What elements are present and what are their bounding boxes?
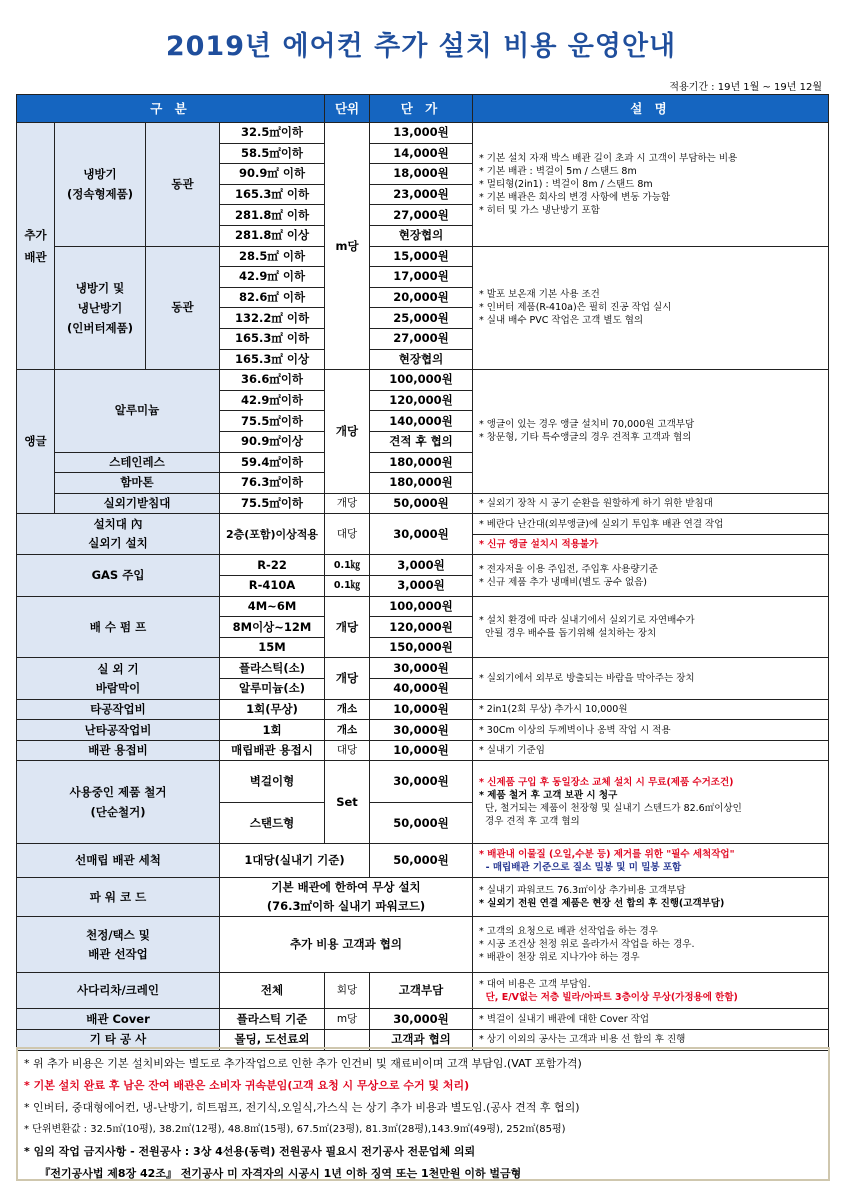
spec-cell: 58.5㎡이하 bbox=[220, 143, 325, 164]
note-cell: * 벽걸이 실내기 배관에 대한 Cover 작업 bbox=[473, 1009, 829, 1030]
wind-name: 실 외 기 바람막이 bbox=[17, 658, 220, 699]
spec-cell: 1대당(실내기 기준) bbox=[220, 844, 370, 878]
spec-cell: 플라스틱 기준 bbox=[220, 1009, 325, 1030]
spec-cell: R-22 bbox=[220, 555, 325, 576]
spec-cell: 스탠드형 bbox=[220, 803, 325, 844]
footer-note: 『전기공사법 제8장 42조』 전기공사 미 자격자의 시공시 1년 이하 징역 또는 1천만원 이하 벌금형 bbox=[24, 1167, 522, 1180]
unit-cell: 개당 bbox=[325, 658, 370, 699]
spec-cell: 1회 bbox=[220, 720, 325, 741]
table-row bbox=[17, 493, 829, 514]
spec-cell: 165.3㎡ 이하 bbox=[220, 184, 325, 205]
spec-cell: 36.6㎡이하 bbox=[220, 370, 325, 391]
price-cell: 140,000원 bbox=[370, 411, 473, 432]
spec-cell: 매립배관 용접시 bbox=[220, 740, 325, 761]
angle-label: 앵글 bbox=[17, 370, 55, 514]
pipe-g2-name: 냉방기 및 냉난방기 (인버터제품) bbox=[55, 246, 146, 370]
price-cell: 20,000원 bbox=[370, 287, 473, 308]
fee-table bbox=[16, 94, 829, 1051]
footer-note: * 단위변환값 : 32.5㎡(10평), 38.2㎡(12평), 48.8㎡(15평), 67.5㎡(23평), 81.3㎡(28평),143.9㎡(49평), 252㎡(85평) bbox=[24, 1124, 566, 1135]
table-row bbox=[17, 596, 829, 617]
footer-note: * 위 추가 비용은 기본 설치비와는 별도로 추가작업으로 인한 추가 인건비 및 재료비이며 고객 부담임.(VAT 포함가격) bbox=[24, 1057, 582, 1070]
angle-notes: * 앵글이 있는 경우 앵글 설치비 70,000원 고객부담 * 창문형, 기타 특수앵글의 경우 견적후 고객과 협의 bbox=[473, 370, 829, 494]
price-cell: 15,000원 bbox=[370, 246, 473, 267]
price-cell: 180,000원 bbox=[370, 473, 473, 494]
table-row bbox=[17, 699, 829, 720]
clean-name: 선매립 배관 세척 bbox=[17, 844, 220, 878]
header-desc: 설 명 bbox=[473, 95, 829, 123]
gas-name: GAS 주입 bbox=[17, 555, 220, 596]
note-cell: * 실외기에서 외부로 방출되는 바람을 막아주는 장치 bbox=[473, 658, 829, 699]
pipe-g1-notes: * 기본 설치 자재 박스 배관 길이 초과 시 고객이 부담하는 비용 * 기본 배관 : 벽걸이 5m / 스탠드 8m * 멀티형(2in1) : 벽걸이 8m / 스탠드 8m * 기본 배관은 회사의 변경 사항에 변동 가능함 * 히터 및 가스 냉난방기 포함 bbox=[473, 123, 829, 247]
price-cell: 25,000원 bbox=[370, 308, 473, 329]
price-cell: 30,000원 bbox=[370, 720, 473, 741]
note-cell: * 상기 이외의 공사는 고객과 비용 선 합의 후 진행 bbox=[473, 1030, 829, 1051]
price-cell: 100,000원 bbox=[370, 370, 473, 391]
price-cell: 현장협의 bbox=[370, 225, 473, 246]
footer-note: * 인버터, 중대형에어컨, 냉-난방기, 히트펌프, 전기식,오일식,가스식 는 상기 추가 비용과 별도임.(공사 견적 후 협의) bbox=[24, 1101, 580, 1114]
stand-name: 설치대 內 실외기 설치 bbox=[17, 514, 220, 555]
footer-notes bbox=[16, 1047, 830, 1181]
unit-cell: 0.1㎏ bbox=[325, 576, 370, 597]
header-price: 단 가 bbox=[370, 95, 473, 123]
price-cell: 30,000원 bbox=[370, 1009, 473, 1030]
table-row bbox=[17, 246, 829, 267]
spec-cell: 82.6㎡ 이하 bbox=[220, 287, 325, 308]
note-cell: * 실내기 기준임 bbox=[473, 740, 829, 761]
ceiling-notes: * 고객의 요청으로 배관 선작업을 하는 경우 * 시공 조건상 천정 위로 올라가서 작업을 하는 경우. * 배관이 천장 위로 지나가야 하는 경우 bbox=[473, 917, 829, 973]
spec-cell: 15M bbox=[220, 637, 325, 658]
spec-cell: 165.3㎡ 이하 bbox=[220, 328, 325, 349]
spec-cell: 32.5㎡이하 bbox=[220, 123, 325, 144]
unit-cell: m당 bbox=[325, 1009, 370, 1030]
footer-note: * 기본 설치 완료 후 남은 잔여 배관은 소비자 귀속분임(고객 요청 시 무상으로 수거 및 처리) bbox=[24, 1079, 470, 1092]
gas-notes: * 전자저울 이용 주입전, 주입후 사용량기준 * 신규 제품 추가 냉매비(별도 공수 없음) bbox=[473, 555, 829, 596]
spec-cell: 75.5㎡이하 bbox=[220, 411, 325, 432]
table-row bbox=[17, 973, 829, 1009]
spec-cell: 플라스틱(소) bbox=[220, 658, 325, 679]
spec-cell: 59.4㎡이하 bbox=[220, 452, 325, 473]
angle-unit: 개당 bbox=[325, 370, 370, 494]
table-row bbox=[17, 1009, 829, 1030]
price-cell: 23,000원 bbox=[370, 184, 473, 205]
page-title: 2019년 에어컨 추가 설치 비용 운영안내 bbox=[165, 31, 677, 62]
spec-cell: 42.9㎡이하 bbox=[220, 390, 325, 411]
unit-cell: 개당 bbox=[325, 493, 370, 514]
unit-cell: 0.1㎏ bbox=[325, 555, 370, 576]
spec-cell: 132.2㎡ 이하 bbox=[220, 308, 325, 329]
table-row bbox=[17, 555, 829, 576]
unit-cell: 개소 bbox=[325, 720, 370, 741]
table-row bbox=[17, 658, 829, 679]
table-row bbox=[17, 720, 829, 741]
pipe-label: 추가 배관 bbox=[17, 123, 55, 370]
unit-cell: 대당 bbox=[325, 514, 370, 555]
crane-notes: * 대여 비용은 고객 부담임. 단, E/V없는 저층 빌라/아파트 3층이상 무상(가정용에 한함) bbox=[473, 973, 829, 1009]
spec-cell: 42.9㎡ 이하 bbox=[220, 267, 325, 288]
unit-cell: Set bbox=[325, 761, 370, 844]
table-row bbox=[17, 844, 829, 878]
price-cell: 150,000원 bbox=[370, 637, 473, 658]
pump-name: 배 수 펌 프 bbox=[17, 596, 220, 658]
spec-cell: 90.9㎡ 이하 bbox=[220, 164, 325, 185]
price-cell: 27,000원 bbox=[370, 205, 473, 226]
price-cell: 30,000원 bbox=[370, 658, 473, 679]
spec-cell: 2층(포함)이상적용 bbox=[220, 514, 325, 555]
spec-cell: 벽걸이형 bbox=[220, 761, 325, 803]
pipe-g2-notes: * 발포 보온재 기본 사용 조건 * 인버터 제품(R-410a)은 필히 진공 작업 실시 * 실내 배수 PVC 작업은 고객 별도 협의 bbox=[473, 246, 829, 370]
spec-cell: 몰딩, 도선료외 bbox=[220, 1030, 325, 1051]
spec-cell: 전체 bbox=[220, 973, 325, 1009]
pipe-g2-sub: 동관 bbox=[146, 246, 220, 370]
table-row bbox=[17, 917, 829, 973]
note-cell: * 30Cm 이상의 두께벽이나 옹벽 작업 시 적용 bbox=[473, 720, 829, 741]
cover-name: 배관 Cover bbox=[17, 1009, 220, 1030]
price-cell: 50,000원 bbox=[370, 803, 473, 844]
price-cell: 120,000원 bbox=[370, 390, 473, 411]
spec-cell: 281.8㎡ 이하 bbox=[220, 205, 325, 226]
table-header bbox=[17, 95, 829, 123]
apply-period: 적용기간 : 19년 1월 ~ 19년 12월 bbox=[669, 82, 822, 93]
drill-name: 타공작업비 bbox=[17, 699, 220, 720]
crane-name: 사다리차/크레인 bbox=[17, 973, 220, 1009]
price-cell: 3,000원 bbox=[370, 576, 473, 597]
ceiling-name: 천정/택스 및 배관 선작업 bbox=[17, 917, 220, 973]
unit-cell: 개소 bbox=[325, 699, 370, 720]
weld-name: 배관 용접비 bbox=[17, 740, 220, 761]
note-cell: * 신규 앵글 설치시 적용불가 bbox=[473, 534, 829, 555]
table-row bbox=[17, 761, 829, 803]
table-row bbox=[17, 740, 829, 761]
price-cell: 17,000원 bbox=[370, 267, 473, 288]
power-name: 파 워 코 드 bbox=[17, 878, 220, 917]
note-cell: * 2in1(2회 무상) 추가시 10,000원 bbox=[473, 699, 829, 720]
price-cell: 30,000원 bbox=[370, 514, 473, 555]
hard-drill-name: 난타공작업비 bbox=[17, 720, 220, 741]
pipe-unit: m당 bbox=[325, 123, 370, 370]
header-unit: 단위 bbox=[325, 95, 370, 123]
outdoor-stand-name: 실외기받침대 bbox=[55, 493, 220, 514]
spec-cell: 75.5㎡이하 bbox=[220, 493, 325, 514]
power-spec: 기본 배관에 한하여 무상 설치 (76.3㎡이하 실내기 파워코드) bbox=[220, 878, 473, 917]
price-cell: 견적 후 협의 bbox=[370, 431, 473, 452]
price-cell: 50,000원 bbox=[370, 493, 473, 514]
price-cell: 40,000원 bbox=[370, 679, 473, 700]
pipe-g1-sub: 동관 bbox=[146, 123, 220, 247]
pump-notes: * 설치 환경에 따라 실내기에서 실외기로 자연배수가 안될 경우 배수를 돕기위해 설치하는 장치 bbox=[473, 596, 829, 658]
angle-hammertone: 함마톤 bbox=[55, 473, 220, 494]
spec-cell: 알루미늄(소) bbox=[220, 679, 325, 700]
angle-alu: 알루미늄 bbox=[55, 370, 220, 452]
table-row bbox=[17, 514, 829, 535]
spec-cell: 28.5㎡ 이하 bbox=[220, 246, 325, 267]
spec-cell: 1회(무상) bbox=[220, 699, 325, 720]
price-cell: 10,000원 bbox=[370, 699, 473, 720]
removal-name: 사용중인 제품 철거 (단순철거) bbox=[17, 761, 220, 844]
price-cell: 고객과 협의 bbox=[370, 1030, 473, 1051]
note-cell: * 베란다 난간대(외부앵글)에 실외기 투입후 배관 연결 작업 bbox=[473, 514, 829, 535]
etc-name: 기 타 공 사 bbox=[17, 1030, 220, 1051]
spec-cell: 8M이상~12M bbox=[220, 617, 325, 638]
clean-notes: * 배관내 이물질 (오일,수분 등) 제거를 위한 "필수 세척작업" - 매립배관 기준으로 질소 밀봉 및 미 밀봉 포함 bbox=[473, 844, 829, 878]
price-cell: 13,000원 bbox=[370, 123, 473, 144]
table-row bbox=[17, 370, 829, 391]
price-cell: 50,000원 bbox=[370, 844, 473, 878]
price-cell: 현장협의 bbox=[370, 349, 473, 370]
price-cell: 고객부담 bbox=[370, 973, 473, 1009]
price-cell: 180,000원 bbox=[370, 452, 473, 473]
header-category: 구 분 bbox=[17, 95, 325, 123]
unit-cell: 대당 bbox=[325, 740, 370, 761]
spec-cell: R-410A bbox=[220, 576, 325, 597]
spec-cell: 추가 비용 고객과 협의 bbox=[220, 917, 473, 973]
price-cell: 10,000원 bbox=[370, 740, 473, 761]
price-cell: 120,000원 bbox=[370, 617, 473, 638]
unit-cell: 개당 bbox=[325, 596, 370, 658]
spec-cell: 4M~6M bbox=[220, 596, 325, 617]
spec-cell: 281.8㎡ 이상 bbox=[220, 225, 325, 246]
note-cell: * 실외기 장착 시 공기 순환을 원할하게 하기 위한 받침대 bbox=[473, 493, 829, 514]
price-cell: 30,000원 bbox=[370, 761, 473, 803]
pipe-g1-name: 냉방기 (정속형제품) bbox=[55, 123, 146, 247]
angle-stainless: 스테인레스 bbox=[55, 452, 220, 473]
price-cell: 18,000원 bbox=[370, 164, 473, 185]
removal-notes: * 신제품 구입 후 동일장소 교체 설치 시 무료(제품 수거조건) * 제품 철거 후 고객 보관 시 청구 단, 철거되는 제품이 천장형 및 실내기 스텐드가 82.6㎡이상인 경우 견적 후 고객 협의 bbox=[473, 761, 829, 844]
power-notes: * 실내기 파워코드 76.3㎡이상 추가비용 고객부담 * 실외기 전원 연결 제품은 현장 선 합의 후 진행(고객부담) bbox=[473, 878, 829, 917]
table-row bbox=[17, 123, 829, 144]
unit-cell: 회당 bbox=[325, 973, 370, 1009]
price-cell: 100,000원 bbox=[370, 596, 473, 617]
spec-cell: 165.3㎡ 이상 bbox=[220, 349, 325, 370]
price-cell: 27,000원 bbox=[370, 328, 473, 349]
price-cell: 3,000원 bbox=[370, 555, 473, 576]
spec-cell: 76.3㎡이하 bbox=[220, 473, 325, 494]
table-row bbox=[17, 878, 829, 917]
spec-cell: 90.9㎡이상 bbox=[220, 431, 325, 452]
price-cell: 14,000원 bbox=[370, 143, 473, 164]
footer-note: * 임의 작업 금지사항 - 전원공사 : 3상 4선용(동력) 전원공사 필요시 전기공사 전문업체 의뢰 bbox=[24, 1145, 476, 1158]
